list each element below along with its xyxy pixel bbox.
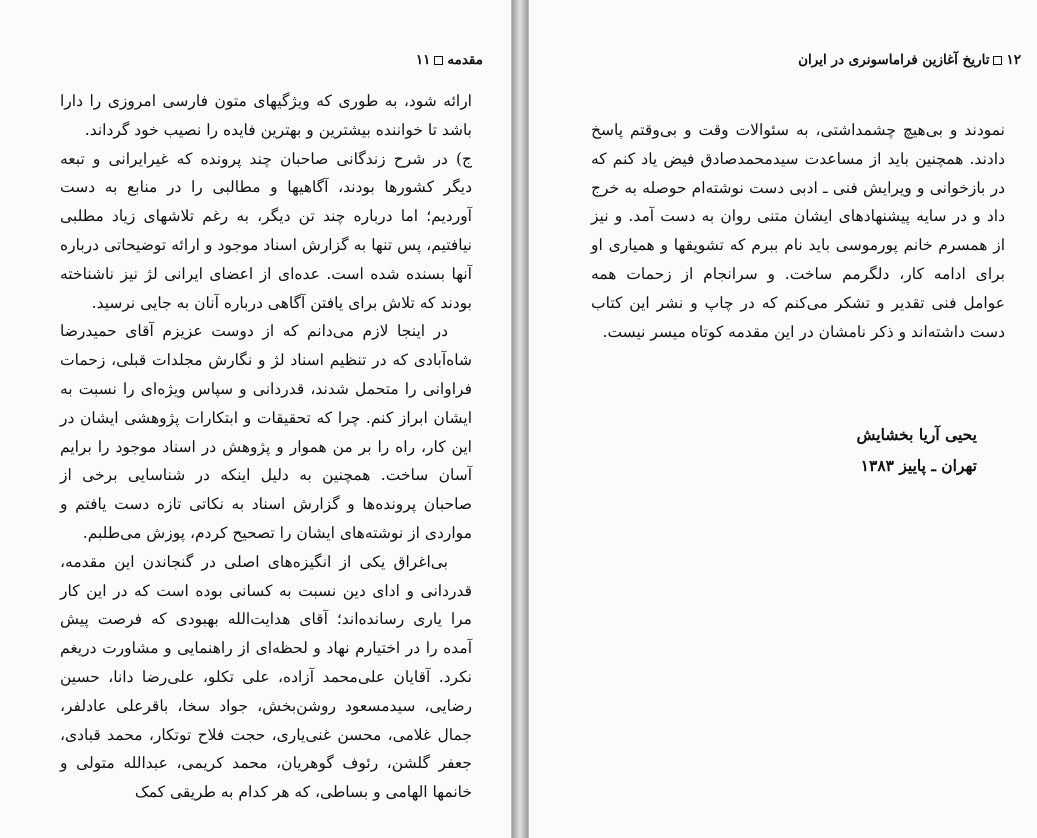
page-number: ۱۱: [415, 52, 431, 68]
square-ornament-icon: [993, 56, 1002, 65]
paragraph: نمودند و بی‌هیچ چشمداشتی، به سئوالات وقت و بی‌وقتم پاسخ دادند. همچنین باید از مساعدت سیدمحمدصادق فیض یاد کنم که در بازخوانی و ویرایش فنی ـ ادبی دست نوشته‌ام حوصله به خرج داد و در سایه پیشنهادهای ایشان متنی روان به دست آمد. و نیز از همسرم خانم پورموسی باید نام ببرم که تشویقها و همیاری او برای ادامه کار، دلگرمم ساخت. و سرانجام از زحمات همه عوامل فنی تقدیر و تشکر می‌کنم که در چاپ و نشر این کتاب دست داشته‌اند و ذکر نامشان در این مقدمه کوتاه میسر نیست.: [591, 121, 1005, 341]
left-page: [0, 0, 512, 838]
running-head-right: [798, 52, 1021, 68]
body-text-left: [60, 87, 472, 807]
book-gutter: [512, 0, 528, 838]
running-head-left: [416, 52, 483, 68]
running-head-title: تاریخ آغازین فراماسونری در ایران: [798, 52, 990, 68]
paragraph: ج) در شرح زندگانی صاحبان چند پرونده که غیرایرانی و تبعه دیگر کشورها بودند، آگاهیها و مطالبی را در منابع به دست آوردیم؛ اما درباره چند تن دیگر، به رغم تلاشهای زیاد مطلبی نیافتیم، پس تنها به گزارش اسناد موجود و ارائه توضیحاتی درباره آنها بسنده شده است. عده‌ای از اعضای ایرانی لژ نیز ناشناخته بودند که تلاش برای یافتن آگاهی درباره آنان به جایی نرسید.: [60, 149, 472, 312]
running-head-title: مقدمه: [447, 52, 483, 68]
body-text-right: [591, 116, 1005, 346]
page-number: ۱۲: [1006, 52, 1021, 68]
author-signature: یحیی آریا بخشایش: [856, 425, 977, 444]
right-page: [528, 0, 1037, 838]
paragraph: در اینجا لازم می‌دانم که از دوست عزیزم آقای حمیدرضا شاه‌آبادی که در تنظیم اسناد لژ و نگارش مجلدات قبلی، زحمات فراوانی را متحمل شدند، قدردانی و سپاس ویژه‌ای را نسبت به ایشان ابراز کنم. چرا که تحقیقات و ابتکارات پژوهشی ایشان در این کار، راه را بر من هموار و پژوهش در اسناد موجود را برایم آسان ساخت. همچنین به دلیل اینکه در شناسایی برخی از صاحبان پرونده‌ها و گزارش اسناد به نکاتی تازه دست یافتم و مواردی از نوشته‌های ایشان را تصحیح کردم، پوزش می‌طلبم.: [60, 322, 472, 542]
square-ornament-icon: [434, 56, 443, 65]
paragraph: ارائه شود، به طوری که ویژگیهای متون فارسی امروزی را دارا باشد تا خواننده بیشترین و بهترین فایده را نصیب خود گرداند.: [60, 92, 472, 139]
paragraph: بی‌اغراق یکی از انگیزه‌های اصلی در گنجاندن این مقدمه، قدردانی و ادای دین نسبت به کسانی بوده است که در این کار مرا یاری رسانده‌اند؛ آقای هدایت‌الله بهبودی که فرصت پیش آمده را در اختیارم نهاد و لحظه‌ای از راهنمایی و مشاورت دریغم نکرد. آقایان علی‌محمد آزاده، علی تکلو، علی‌رضا دانا، حسین رضایی، سیدمسعود روشن‌بخش، جواد سخا، باقرعلی عادلفر، جمال غلامی، محسن غنی‌یاری، حجت فلاح توتکار، محمد قبادی، جعفر گلشن، رئوف گوهریان، محمد کریمی، عبدالله متولی و خانمها الهامی و بساطی، که هر کدام به طریقی کمک: [60, 552, 472, 802]
signature-place-date: تهران ـ پاییز ۱۳۸۳: [860, 456, 977, 475]
